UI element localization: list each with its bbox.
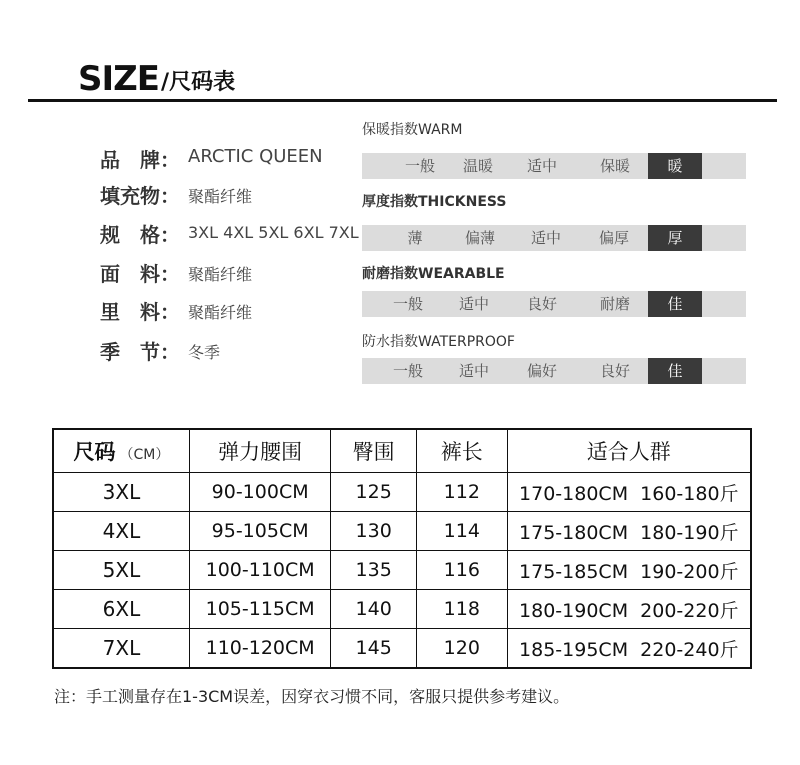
index-option: 保暖 bbox=[599, 157, 630, 175]
cell-hip: 145 bbox=[331, 629, 417, 669]
index-option-selected: 佳 bbox=[648, 291, 702, 317]
index-option: 一般 bbox=[404, 157, 435, 175]
info-value: 聚酯纤维 bbox=[188, 187, 253, 206]
size-table-header bbox=[53, 429, 751, 473]
index-title: 厚度指数THICKNESS bbox=[362, 194, 507, 210]
index-bar bbox=[362, 358, 746, 384]
cell-waist: 105-115CM bbox=[189, 590, 330, 629]
cell-fit: 175-185CM 190-200斤 bbox=[507, 551, 751, 590]
index-option-selected: 暖 bbox=[648, 153, 702, 179]
info-row-filling bbox=[100, 180, 370, 210]
cell-hip: 130 bbox=[331, 512, 417, 551]
index-option: 适中 bbox=[526, 157, 557, 175]
index-option: 温暖 bbox=[462, 157, 493, 175]
index-option: 耐磨 bbox=[599, 295, 630, 313]
index-option: 良好 bbox=[599, 362, 630, 380]
title-cn: /尺码表 bbox=[161, 70, 236, 95]
cell-length: 116 bbox=[417, 551, 508, 590]
cell-fit: 185-195CM 220-240斤 bbox=[507, 629, 751, 669]
index-option: 适中 bbox=[530, 229, 561, 247]
info-value: ARCTIC QUEEN bbox=[188, 146, 323, 167]
info-label: 季 节： bbox=[100, 340, 180, 364]
index-bar bbox=[362, 291, 746, 317]
info-label: 填充物： bbox=[100, 184, 180, 208]
cell-waist: 110-120CM bbox=[189, 629, 330, 669]
index-bar bbox=[362, 153, 746, 179]
info-value: 聚酯纤维 bbox=[188, 265, 253, 284]
cell-size: 5XL bbox=[53, 551, 189, 590]
info-value: 3XL 4XL 5XL 6XL 7XL bbox=[188, 223, 359, 242]
info-row-fabric bbox=[100, 258, 370, 288]
cell-fit: 180-190CM 200-220斤 bbox=[507, 590, 751, 629]
header-hip: 臀围 bbox=[331, 429, 417, 473]
cell-hip: 125 bbox=[331, 473, 417, 512]
table-row bbox=[53, 512, 751, 551]
index-option: 薄 bbox=[407, 229, 423, 247]
cell-hip: 135 bbox=[331, 551, 417, 590]
index-option: 一般 bbox=[392, 295, 423, 313]
table-row bbox=[53, 629, 751, 669]
header-waist: 弹力腰围 bbox=[189, 429, 330, 473]
cell-size: 7XL bbox=[53, 629, 189, 669]
cell-length: 112 bbox=[417, 473, 508, 512]
index-option: 偏薄 bbox=[464, 229, 495, 247]
cell-waist: 100-110CM bbox=[189, 551, 330, 590]
index-title: 耐磨指数WEARABLE bbox=[362, 266, 505, 282]
table-row bbox=[53, 473, 751, 512]
cell-size: 3XL bbox=[53, 473, 189, 512]
index-option: 偏厚 bbox=[598, 229, 629, 247]
index-title: 保暖指数WARM bbox=[362, 122, 463, 138]
cell-hip: 140 bbox=[331, 590, 417, 629]
info-row-lining bbox=[100, 296, 370, 326]
index-bar bbox=[362, 225, 746, 251]
info-value: 冬季 bbox=[188, 343, 221, 362]
table-row bbox=[53, 551, 751, 590]
index-title: 防水指数WATERPROOF bbox=[362, 334, 515, 350]
index-option: 适中 bbox=[458, 295, 489, 313]
cell-size: 6XL bbox=[53, 590, 189, 629]
header-fit: 适合人群 bbox=[507, 429, 751, 473]
index-option: 适中 bbox=[458, 362, 489, 380]
index-option: 一般 bbox=[392, 362, 423, 380]
cell-length: 118 bbox=[417, 590, 508, 629]
cell-fit: 175-180CM 180-190斤 bbox=[507, 512, 751, 551]
info-label: 面 料： bbox=[100, 262, 180, 286]
cell-waist: 95-105CM bbox=[189, 512, 330, 551]
table-row bbox=[53, 590, 751, 629]
info-row-season bbox=[100, 336, 370, 366]
header-size bbox=[53, 429, 189, 473]
cell-waist: 90-100CM bbox=[189, 473, 330, 512]
index-option-selected: 佳 bbox=[648, 358, 702, 384]
cell-fit: 170-180CM 160-180斤 bbox=[507, 473, 751, 512]
size-table bbox=[52, 428, 752, 669]
info-label: 里 料： bbox=[100, 300, 180, 324]
info-value: 聚酯纤维 bbox=[188, 303, 253, 322]
info-row-brand bbox=[100, 144, 370, 174]
cell-length: 120 bbox=[417, 629, 508, 669]
header-unit: （CM） bbox=[119, 447, 170, 463]
header-length: 裤长 bbox=[417, 429, 508, 473]
cell-length: 114 bbox=[417, 512, 508, 551]
footnote: 注：手工测量存在1-3CM误差，因穿衣习惯不同，客服只提供参考建议。 bbox=[54, 687, 570, 706]
page-title bbox=[78, 52, 236, 99]
title-divider bbox=[28, 99, 777, 102]
index-option: 偏好 bbox=[526, 362, 557, 380]
header-size-label: 尺码 bbox=[73, 440, 116, 464]
info-label: 品 牌： bbox=[100, 148, 180, 172]
info-label: 规 格： bbox=[100, 223, 180, 247]
index-option-selected: 厚 bbox=[648, 225, 702, 251]
index-option: 良好 bbox=[526, 295, 557, 313]
info-row-sizes bbox=[100, 219, 370, 249]
title-en: SIZE bbox=[78, 59, 160, 99]
cell-size: 4XL bbox=[53, 512, 189, 551]
